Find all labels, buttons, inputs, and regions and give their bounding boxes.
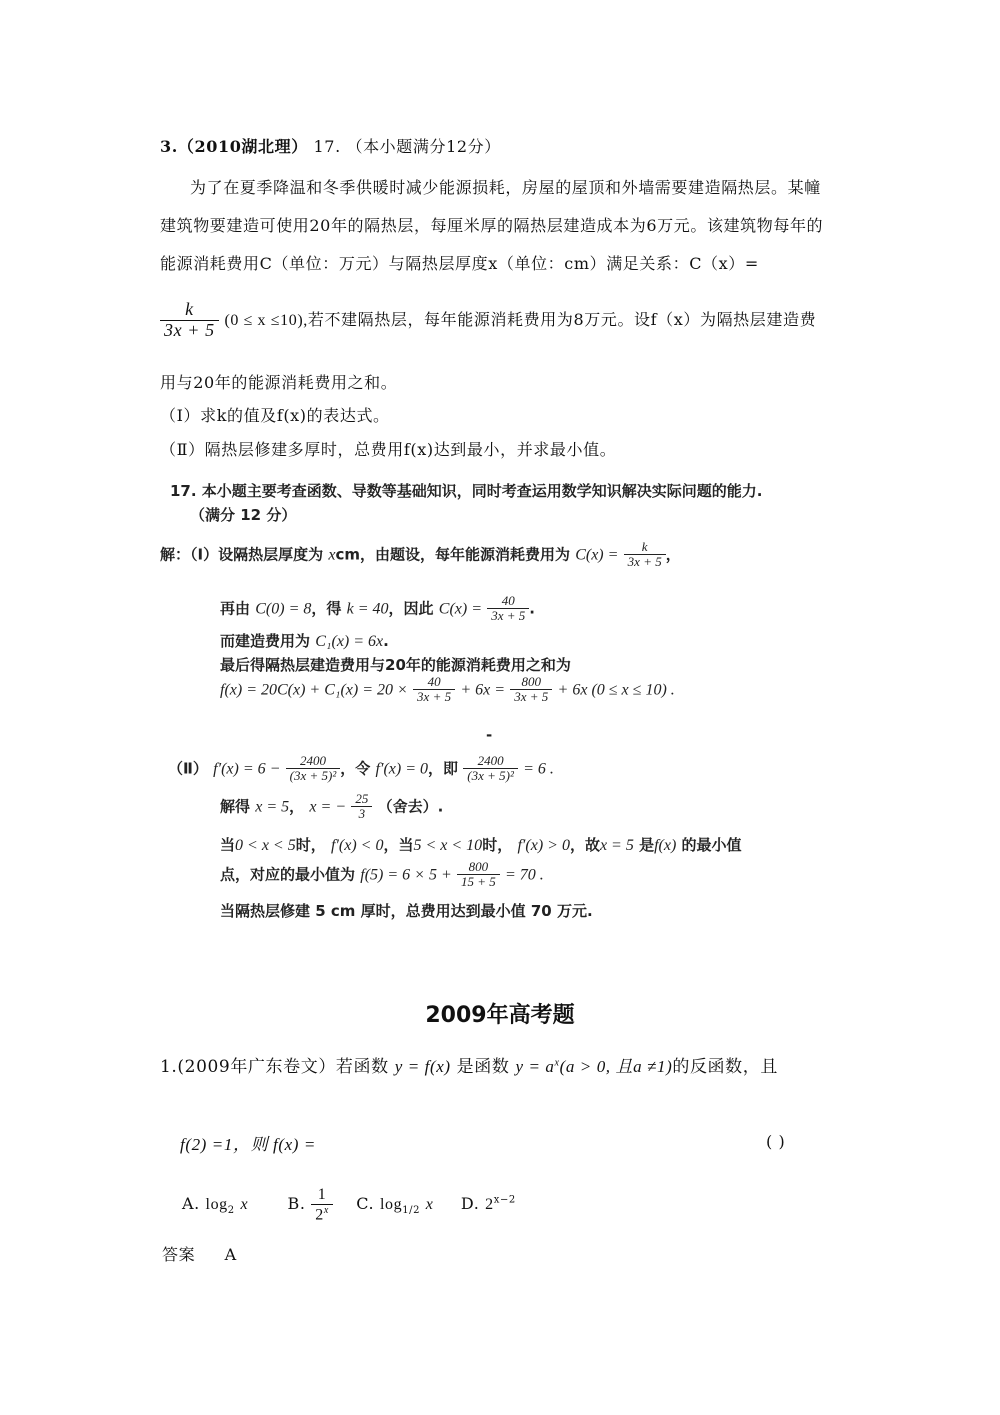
question-number: 17. — [313, 137, 341, 156]
solution-step-10: 当隔热层修建 5 cm 厚时，总费用达到最小值 70 万元. — [220, 902, 593, 920]
math-fx: f(x) = 20C(x) + C₁(x) = 20 × — [220, 681, 408, 699]
fraction-numerator: 800 — [457, 860, 500, 875]
math-exponent: x — [554, 1057, 560, 1069]
option-a — [182, 1194, 254, 1217]
math-y-fx: y = f(x) — [394, 1057, 451, 1076]
option-b-fraction — [311, 1186, 333, 1224]
answer-line — [162, 1242, 237, 1265]
math: f′(x) < 0 — [330, 837, 384, 854]
option-c-label: C. — [356, 1194, 375, 1214]
math-base: y = a — [515, 1057, 555, 1076]
question-part-2: （Ⅱ）隔热层修建多厚时，总费用f(x)达到最小，并求最小值。 — [160, 440, 617, 459]
text: 点，对应的最小值为 — [220, 865, 356, 884]
math-c1: C₁(x) = 6x — [315, 633, 384, 650]
text: 时， — [295, 836, 326, 854]
fraction-denominator: 3x + 5 — [164, 319, 215, 340]
math-base: 2 — [485, 1196, 494, 1214]
solution-step-3 — [220, 630, 389, 651]
fraction-denominator: 3x + 5 — [491, 608, 526, 624]
problem1-suffix: 的反函数，且 — [672, 1057, 778, 1077]
problem1-mid: 是函数 — [456, 1057, 510, 1077]
math-condition: (a > 0, 且a ≠1) — [559, 1057, 673, 1076]
math-plus: + 6x = — [460, 681, 506, 699]
solution-block — [160, 472, 860, 922]
problem1-line-1 — [160, 1052, 778, 1077]
math-log-arg: x — [425, 1196, 434, 1214]
fraction-numerator: k — [624, 540, 666, 555]
punct: . — [383, 632, 389, 650]
option-b — [287, 1186, 339, 1223]
step-label: 解：（Ⅰ）设隔热层厚度为 — [160, 545, 324, 564]
points-note: （本小题满分12分） — [346, 137, 501, 156]
math-exponent: x — [323, 1204, 329, 1216]
fraction-denominator: 15 + 5 — [460, 874, 496, 890]
fraction-denominator: (3x + 5)² — [467, 768, 514, 784]
fraction-numerator: 2400 — [463, 754, 518, 769]
fraction-numerator: 2400 — [286, 754, 341, 769]
fraction-denominator: 3x + 5 — [417, 689, 452, 705]
step5-fraction-2 — [510, 675, 552, 705]
solution-header-line-1: 17. 本小题主要考查函数、导数等基础知识，同时考查运用数学知识解决实际问题的能力. — [170, 482, 763, 500]
fraction-numerator: 25 — [351, 792, 372, 807]
step-label: （Ⅱ） — [168, 759, 208, 778]
fraction-denominator: (3x + 5)² — [289, 768, 337, 784]
fraction-numerator: 40 — [487, 594, 529, 609]
math: 5 < x < 10 — [413, 837, 483, 854]
text: 再由 — [220, 599, 251, 618]
text: ，即 — [428, 759, 459, 778]
options-row — [182, 1186, 516, 1224]
fraction-numerator: 1 — [311, 1186, 333, 1205]
math-cx: C(x) = — [575, 546, 619, 564]
problem1-prefix: 1.(2009年广东卷文）若函数 — [160, 1057, 389, 1077]
math-equals: = 6 . — [523, 760, 554, 778]
paragraph-line-1: 为了在夏季降温和冬季供暖时减少能源损耗，房屋的屋顶和外墙需要建造隔热层。某幢 — [190, 178, 821, 197]
step1-fraction — [624, 540, 666, 570]
math-base: 2 — [315, 1205, 324, 1223]
math: f′(x) > 0 — [517, 837, 570, 854]
math-derivative: f′(x) = 6 − — [213, 760, 281, 778]
text: ，当 — [383, 836, 414, 854]
fraction-numerator: 40 — [413, 675, 455, 690]
solution-step-7 — [220, 792, 443, 822]
problem1-line-2 — [180, 1130, 316, 1155]
punct: ， — [665, 545, 681, 564]
math-c0: C(0) = 8 — [255, 600, 312, 618]
section-heading: 2009年高考题 — [425, 1003, 575, 1028]
fraction-numerator: k — [160, 300, 219, 321]
text: ，得 — [311, 599, 342, 618]
text: 解得 — [220, 797, 251, 816]
paragraph-line-5: 用与20年的能源消耗费用之和。 — [160, 373, 398, 392]
solution-step-5 — [220, 675, 675, 705]
math-y-ax — [516, 1057, 560, 1076]
math-cx: C(x) = — [438, 600, 483, 618]
math-k: k = 40 — [346, 600, 389, 618]
math-domain: + 6x (0 ≤ x ≤ 10) . — [557, 681, 675, 699]
math-given: f(2) =1，则 f(x) = — [180, 1135, 316, 1154]
step6-fraction-1 — [286, 754, 341, 784]
fraction-numerator: 800 — [510, 675, 552, 690]
fraction-denominator: 3x + 5 — [514, 689, 549, 705]
text: ，故 — [569, 836, 600, 854]
paragraph-line-2: 建筑物要建造可使用20年的隔热层，每厘米厚的隔热层建造成本为6万元。该建筑物每年的 — [160, 216, 824, 235]
paragraph-line-4 — [160, 300, 816, 341]
answer-label: 答案 — [162, 1245, 196, 1264]
problem-source: （2010湖北理） — [177, 137, 308, 156]
option-a-label: A. — [182, 1194, 200, 1214]
option-d-label: D. — [460, 1194, 480, 1214]
math-log-base: 1/2 — [402, 1205, 421, 1217]
text: ，因此 — [388, 599, 434, 618]
math-derivative-zero: f′(x) = 0 — [375, 760, 429, 778]
text: 而建造费用为 — [220, 632, 311, 650]
math-x-neg: x = − — [309, 798, 347, 816]
solution-step-6 — [168, 754, 554, 784]
text: （舍去）. — [377, 797, 444, 816]
solution-step-9 — [220, 860, 544, 890]
math-x5: x = 5 — [255, 798, 290, 816]
math-log-base: 2 — [227, 1205, 235, 1217]
fraction-denominator: 3x + 5 — [627, 554, 662, 570]
math: f(x) — [654, 837, 677, 854]
solution-step-2 — [220, 594, 535, 624]
step2-fraction — [487, 594, 529, 624]
paragraph-line-4-rest: 若不建隔热层，每年能源消耗费用为8万元。设f（x）为隔热层建造费 — [307, 309, 817, 329]
punct: . — [529, 599, 535, 618]
solution-step-8 — [220, 834, 742, 855]
math-x: x — [328, 546, 336, 564]
paragraph-line-3: 能源消耗费用C（单位：万元）与隔热层厚度x（单位：cm）满足关系：C（x）= — [160, 254, 759, 273]
solution-step-4: 最后得隔热层建造费用与20年的能源消耗费用之和为 — [220, 656, 571, 674]
problem-number: 3. — [160, 137, 178, 156]
step-text: cm，由题设，每年能源消耗费用为 — [335, 545, 570, 564]
question-part-1: （Ⅰ）求k的值及f(x)的表达式。 — [160, 406, 390, 425]
text: ，令 — [340, 759, 371, 778]
answer-paren: ( ) — [766, 1132, 786, 1151]
cost-fraction — [160, 300, 219, 341]
step6-fraction-2 — [463, 754, 518, 784]
option-c — [356, 1194, 439, 1217]
option-d — [461, 1194, 516, 1213]
domain-condition: (0 ≤ x ≤10), — [224, 311, 308, 329]
text: 时， — [482, 836, 513, 854]
step9-fraction — [457, 860, 500, 890]
fraction-denominator: 3 — [358, 806, 366, 822]
fraction-denominator — [311, 1205, 333, 1224]
math: = 70 . — [505, 866, 544, 884]
punct: ， — [289, 797, 305, 816]
math: f(5) = 6 × 5 + — [360, 866, 452, 884]
step5-fraction-1 — [413, 675, 455, 705]
math-log: log — [205, 1196, 228, 1214]
math-log-arg: x — [240, 1196, 249, 1214]
math: 0 < x < 5 — [235, 837, 296, 854]
text: 当 — [220, 836, 236, 854]
stray-dash: - — [486, 726, 493, 744]
math-exponent: x−2 — [493, 1194, 516, 1206]
solution-header-line-2: （满分 12 分） — [190, 506, 297, 524]
text: 是 — [639, 836, 655, 854]
step7-fraction — [351, 792, 372, 822]
solution-step-1 — [160, 540, 681, 570]
text: 的最小值 — [681, 836, 742, 854]
math: x = 5 — [599, 837, 634, 854]
math-log: log — [379, 1196, 403, 1214]
option-b-label: B. — [287, 1194, 306, 1214]
problem3-title — [160, 134, 501, 157]
answer-value: A — [224, 1245, 237, 1264]
